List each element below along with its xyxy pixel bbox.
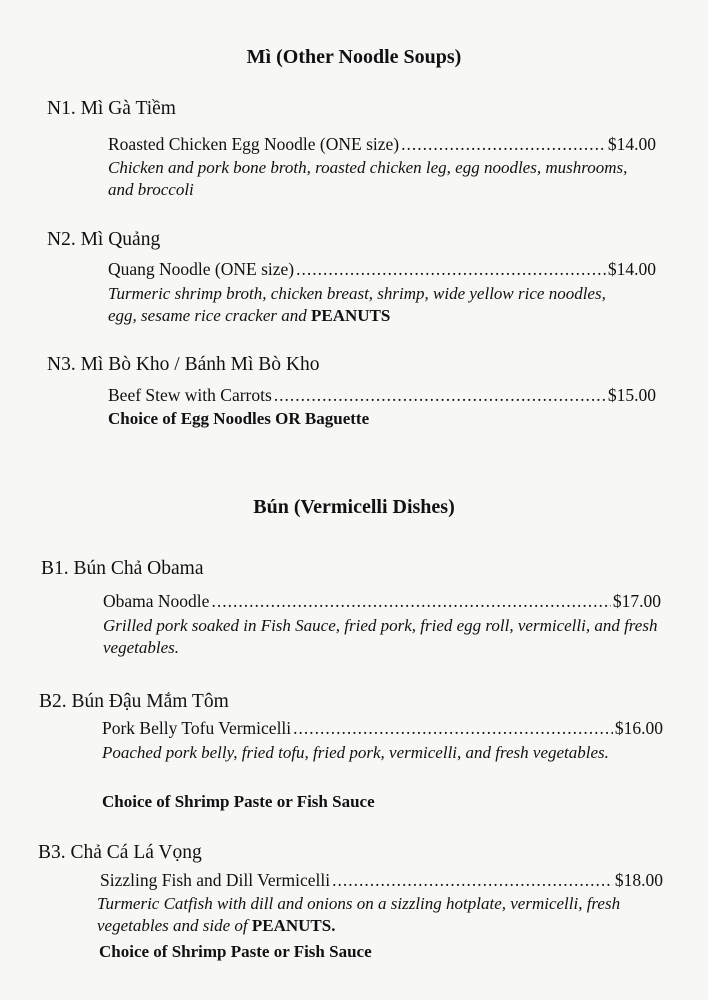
item-english-n3: Beef Stew with Carrots [108, 385, 272, 405]
item-english-b3: Sizzling Fish and Dill Vermicelli [100, 870, 331, 890]
item-row-n3 [108, 385, 656, 406]
item-english-b2: Pork Belly Tofu Vermicelli [102, 718, 292, 738]
item-title-n2: N2. Mì Quảng [47, 229, 161, 250]
item-english-n1: Roasted Chicken Egg Noodle (ONE size) [108, 134, 400, 154]
item-row-n1 [108, 134, 656, 155]
item-title-b1: B1. Bún Chả Obama [41, 558, 204, 579]
leader-dots [296, 259, 606, 280]
item-description-b3-text: Turmeric Catfish with dill and onions on a sizzling hotplate, vermicelli, fresh vegetables and side of [97, 894, 621, 935]
item-row-b3 [100, 870, 663, 891]
leader-dots [332, 870, 613, 891]
item-row-n2 [108, 259, 656, 280]
item-price-n1: $14.00 [607, 134, 656, 154]
item-price-b2: $16.00 [614, 718, 663, 738]
item-description-n2 [108, 283, 638, 327]
item-description-n2-emphasis: PEANUTS [311, 306, 391, 325]
item-description-n1: Chicken and pork bone broth, roasted chicken leg, egg noodles, mushrooms, and broccoli [108, 158, 628, 199]
item-description-b3 [97, 893, 672, 937]
item-description-b2: Poached pork belly, fried tofu, fried pork, vermicelli, and fresh vegetables. [102, 743, 609, 762]
item-english-n2: Quang Noodle (ONE size) [108, 259, 295, 279]
item-row-b1 [103, 591, 661, 612]
item-price-n3: $15.00 [607, 385, 656, 405]
leader-dots [293, 718, 613, 739]
section-title-bun: Bún (Vermicelli Dishes) [253, 496, 455, 518]
item-english-b1: Obama Noodle [103, 591, 210, 611]
item-price-b1: $17.00 [612, 591, 661, 611]
leader-dots [274, 385, 606, 406]
item-note-n3: Choice of Egg Noodles OR Baguette [108, 409, 370, 428]
item-note-b3: Choice of Shrimp Paste or Fish Sauce [99, 942, 372, 961]
item-title-b3: B3. Chả Cá Lá Vọng [38, 842, 202, 863]
item-title-b2: B2. Bún Đậu Mắm Tôm [39, 691, 229, 712]
item-note-b2: Choice of Shrimp Paste or Fish Sauce [102, 792, 375, 811]
item-row-b2 [102, 718, 663, 739]
section-title-mi: Mì (Other Noodle Soups) [246, 46, 462, 68]
item-title-n1: N1. Mì Gà Tiềm [47, 98, 176, 119]
leader-dots [211, 591, 610, 612]
item-title-n3: N3. Mì Bò Kho / Bánh Mì Bò Kho [47, 354, 320, 375]
item-description-b3-emphasis: PEANUTS. [251, 916, 336, 935]
item-description-b1: Grilled pork soaked in Fish Sauce, fried pork, fried egg roll, vermicelli, and fresh vegetables. [103, 616, 658, 657]
leader-dots [401, 134, 606, 155]
item-description-n2-text: Turmeric shrimp broth, chicken breast, shrimp, wide yellow rice noodles, egg, sesame rice cracker and [108, 284, 606, 325]
item-price-n2: $14.00 [607, 259, 656, 279]
item-price-b3: $18.00 [614, 870, 663, 890]
